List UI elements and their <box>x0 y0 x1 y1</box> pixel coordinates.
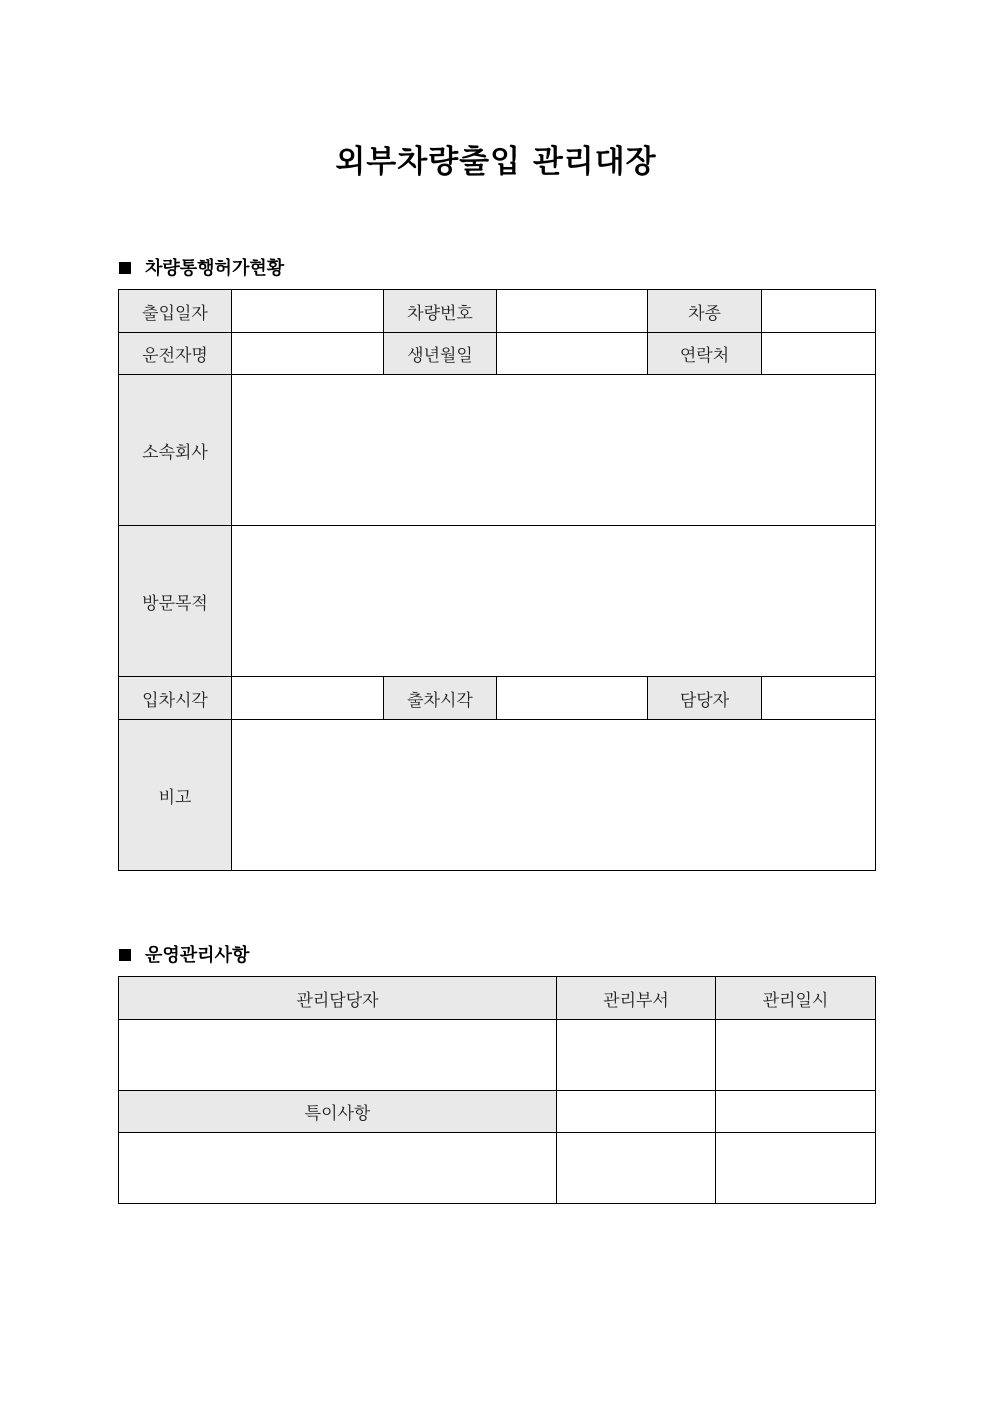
square-bullet-icon <box>119 949 131 961</box>
section-heading-label: 운영관리사항 <box>145 945 250 966</box>
birth-date-label: 생년월일 <box>384 333 497 375</box>
document-title: 외부차량출입 관리대장 <box>335 144 657 180</box>
table-row <box>119 526 876 677</box>
entry-date-label: 출입일자 <box>119 290 232 333</box>
visit-purpose-field[interactable] <box>232 526 876 677</box>
table-row <box>119 1091 876 1133</box>
section-heading-vehicle-permit <box>119 254 284 280</box>
table-row <box>119 1020 876 1091</box>
contact-field[interactable] <box>762 333 876 375</box>
driver-name-label: 운전자명 <box>119 333 232 375</box>
special-notes-field[interactable] <box>119 1133 557 1204</box>
section-heading-label: 차량통행허가현황 <box>145 258 285 279</box>
table-row <box>119 290 876 333</box>
manager-header: 관리담당자 <box>119 977 557 1020</box>
operation-management-table <box>118 976 876 1204</box>
manager-field[interactable] <box>119 1020 557 1091</box>
special-notes-field-3[interactable] <box>716 1133 876 1204</box>
vehicle-number-field[interactable] <box>497 290 648 333</box>
birth-date-field[interactable] <box>497 333 648 375</box>
department-field[interactable] <box>557 1020 716 1091</box>
entry-time-field[interactable] <box>232 677 384 720</box>
table-row <box>119 677 876 720</box>
vehicle-type-label: 차종 <box>648 290 762 333</box>
entry-date-field[interactable] <box>232 290 384 333</box>
vehicle-number-label: 차량번호 <box>384 290 497 333</box>
company-field[interactable] <box>232 375 876 526</box>
table-row <box>119 375 876 526</box>
special-notes-datetime-cell[interactable] <box>716 1091 876 1133</box>
special-notes-label: 특이사항 <box>119 1091 557 1133</box>
remarks-field[interactable] <box>232 720 876 871</box>
vehicle-permit-table <box>118 289 876 871</box>
remarks-label: 비고 <box>119 720 232 871</box>
visit-purpose-label: 방문목적 <box>119 526 232 677</box>
table-row <box>119 977 876 1020</box>
datetime-header: 관리일시 <box>716 977 876 1020</box>
table-row <box>119 333 876 375</box>
datetime-field[interactable] <box>716 1020 876 1091</box>
exit-time-field[interactable] <box>497 677 648 720</box>
section-heading-operation-management <box>119 941 249 967</box>
vehicle-type-field[interactable] <box>762 290 876 333</box>
driver-name-field[interactable] <box>232 333 384 375</box>
table-row <box>119 720 876 871</box>
person-in-charge-field[interactable] <box>762 677 876 720</box>
entry-time-label: 입차시각 <box>119 677 232 720</box>
table-row <box>119 1133 876 1204</box>
department-header: 관리부서 <box>557 977 716 1020</box>
company-label: 소속회사 <box>119 375 232 526</box>
contact-label: 연락처 <box>648 333 762 375</box>
person-in-charge-label: 담당자 <box>648 677 762 720</box>
square-bullet-icon <box>119 262 131 274</box>
special-notes-department-cell[interactable] <box>557 1091 716 1133</box>
exit-time-label: 출차시각 <box>384 677 497 720</box>
special-notes-field-2[interactable] <box>557 1133 716 1204</box>
